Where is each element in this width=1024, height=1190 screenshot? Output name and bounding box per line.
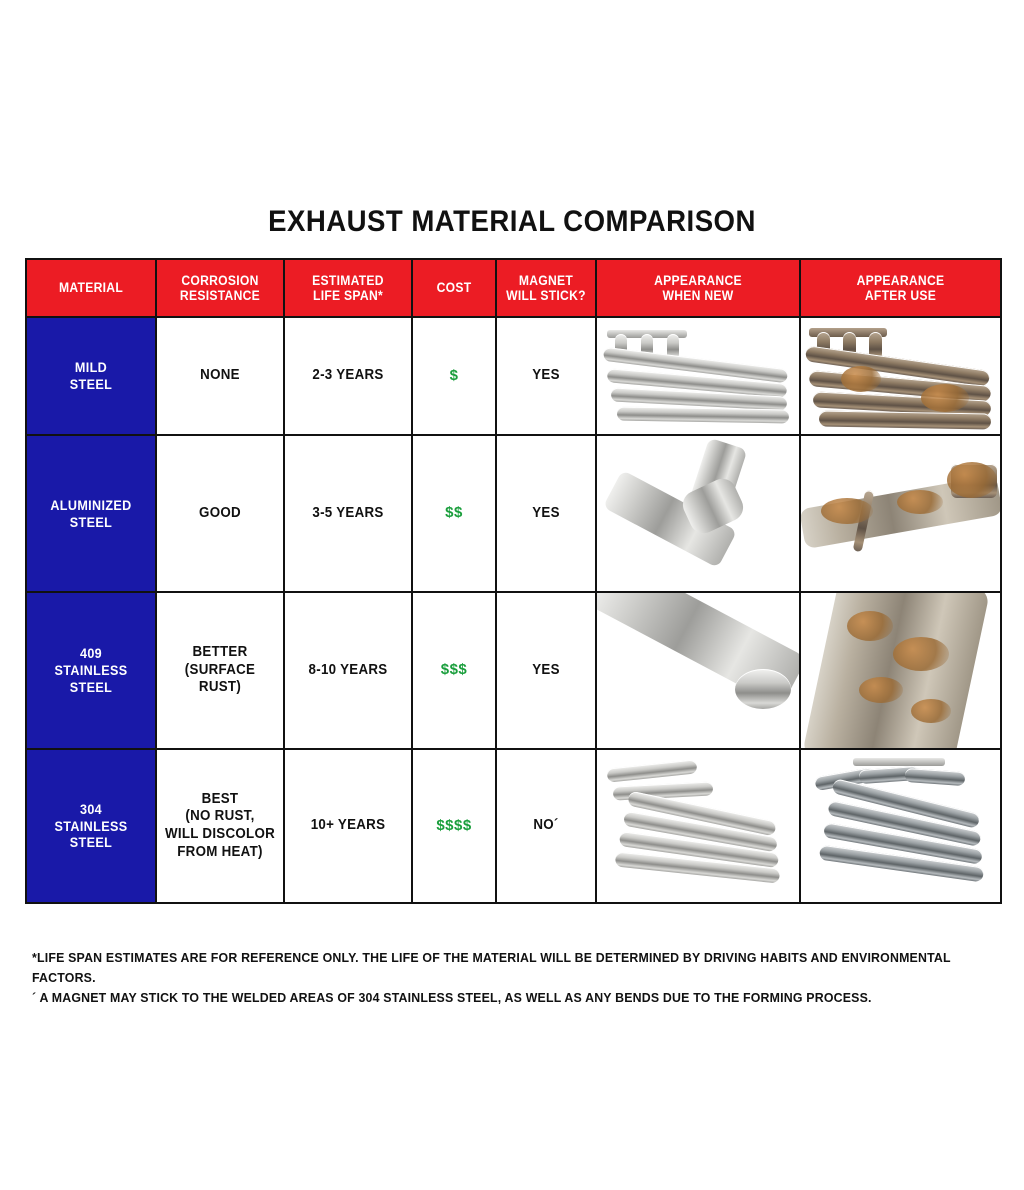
cell-cost-aluminized-steel: $$ — [412, 435, 496, 592]
cell-material-aluminized-steel: ALUMINIZED STEEL — [26, 435, 156, 592]
exhaust-material-comparison-table — [25, 258, 1002, 904]
rusted-corroded-header-pipes-photo — [801, 318, 1000, 434]
col-header-magnet-will-stick: MAGNET WILL STICK? — [496, 259, 596, 317]
cell-appearance-new-mild-steel — [596, 317, 800, 435]
col-header-corrosion-resistance: CORROSION RESISTANCE — [156, 259, 284, 317]
cell-material-304-stainless-steel: 304 STAINLESS STEEL — [26, 749, 156, 903]
cell-lifespan-mild-steel: 2-3 YEARS — [284, 317, 412, 435]
table-row — [26, 317, 1001, 435]
comparison-table-wrapper — [25, 258, 1000, 904]
cell-lifespan-aluminized-steel: 3-5 YEARS — [284, 435, 412, 592]
cell-magnet-409-stainless-steel: YES — [496, 592, 596, 749]
col-header-cost: COST — [412, 259, 496, 317]
table-row — [26, 749, 1001, 903]
bright-304-stainless-header-photo — [597, 750, 799, 902]
cell-cost-304-stainless-steel: $$$$ — [412, 749, 496, 903]
cell-corrosion-mild-steel: NONE — [156, 317, 284, 435]
col-header-estimated-life-span: ESTIMATED LIFE SPAN* — [284, 259, 412, 317]
cell-appearance-used-304-stainless-steel — [800, 749, 1001, 903]
cell-appearance-new-304-stainless-steel — [596, 749, 800, 903]
cell-lifespan-409-stainless-steel: 8-10 YEARS — [284, 592, 412, 749]
cell-appearance-new-aluminized-steel — [596, 435, 800, 592]
table-row — [26, 592, 1001, 749]
col-header-appearance-when-new: APPEARANCE WHEN NEW — [596, 259, 800, 317]
footnote-magnet: ´ A MAGNET MAY STICK TO THE WELDED AREAS OF 304 STAINLESS STEEL, AS WELL AS ANY BENDS DUE TO THE FORMING PROCESS. — [32, 990, 872, 1006]
heat-discolored-304-stainless-header-photo — [801, 750, 1000, 902]
cell-corrosion-aluminized-steel: GOOD — [156, 435, 284, 592]
rusted-exhaust-pipe-with-hanger-photo — [801, 436, 1000, 591]
cell-magnet-aluminized-steel: YES — [496, 435, 596, 592]
cell-appearance-new-409-stainless-steel — [596, 592, 800, 749]
col-header-appearance-after-use: APPEARANCE AFTER USE — [800, 259, 1001, 317]
cell-lifespan-304-stainless-steel: 10+ YEARS — [284, 749, 412, 903]
footnotes — [32, 948, 1012, 1008]
cell-material-409-stainless-steel: 409 STAINLESS STEEL — [26, 592, 156, 749]
cell-corrosion-304-stainless-steel: BEST (NO RUST, WILL DISCOLOR FROM HEAT) — [156, 749, 284, 903]
col-header-material: MATERIAL — [26, 259, 156, 317]
page-title: EXHAUST MATERIAL COMPARISON — [268, 205, 756, 238]
cell-corrosion-409-stainless-steel: BETTER (SURFACE RUST) — [156, 592, 284, 749]
table-header-row — [26, 259, 1001, 317]
table-row — [26, 435, 1001, 592]
cell-magnet-304-stainless-steel: NO´ — [496, 749, 596, 903]
footnote-lifespan: *LIFE SPAN ESTIMATES ARE FOR REFERENCE ONLY. THE LIFE OF THE MATERIAL WILL BE DETERMINED BY DRIVING HABITS AND ENVIRONMENTAL FACTORS. — [32, 950, 951, 986]
cell-material-mild-steel: MILD STEEL — [26, 317, 156, 435]
clean-aluminized-bent-exhaust-pipe-photo — [597, 436, 799, 591]
cell-cost-409-stainless-steel: $$$ — [412, 592, 496, 749]
cell-appearance-used-409-stainless-steel — [800, 592, 1001, 749]
409-stainless-tube-with-surface-rust-photo — [801, 593, 1000, 748]
shiny-stainless-header-pipes-photo — [597, 318, 799, 434]
cell-magnet-mild-steel: YES — [496, 317, 596, 435]
cell-appearance-used-mild-steel — [800, 317, 1001, 435]
cell-appearance-used-aluminized-steel — [800, 435, 1001, 592]
cell-cost-mild-steel: $ — [412, 317, 496, 435]
polished-409-stainless-tube-photo — [597, 593, 799, 748]
